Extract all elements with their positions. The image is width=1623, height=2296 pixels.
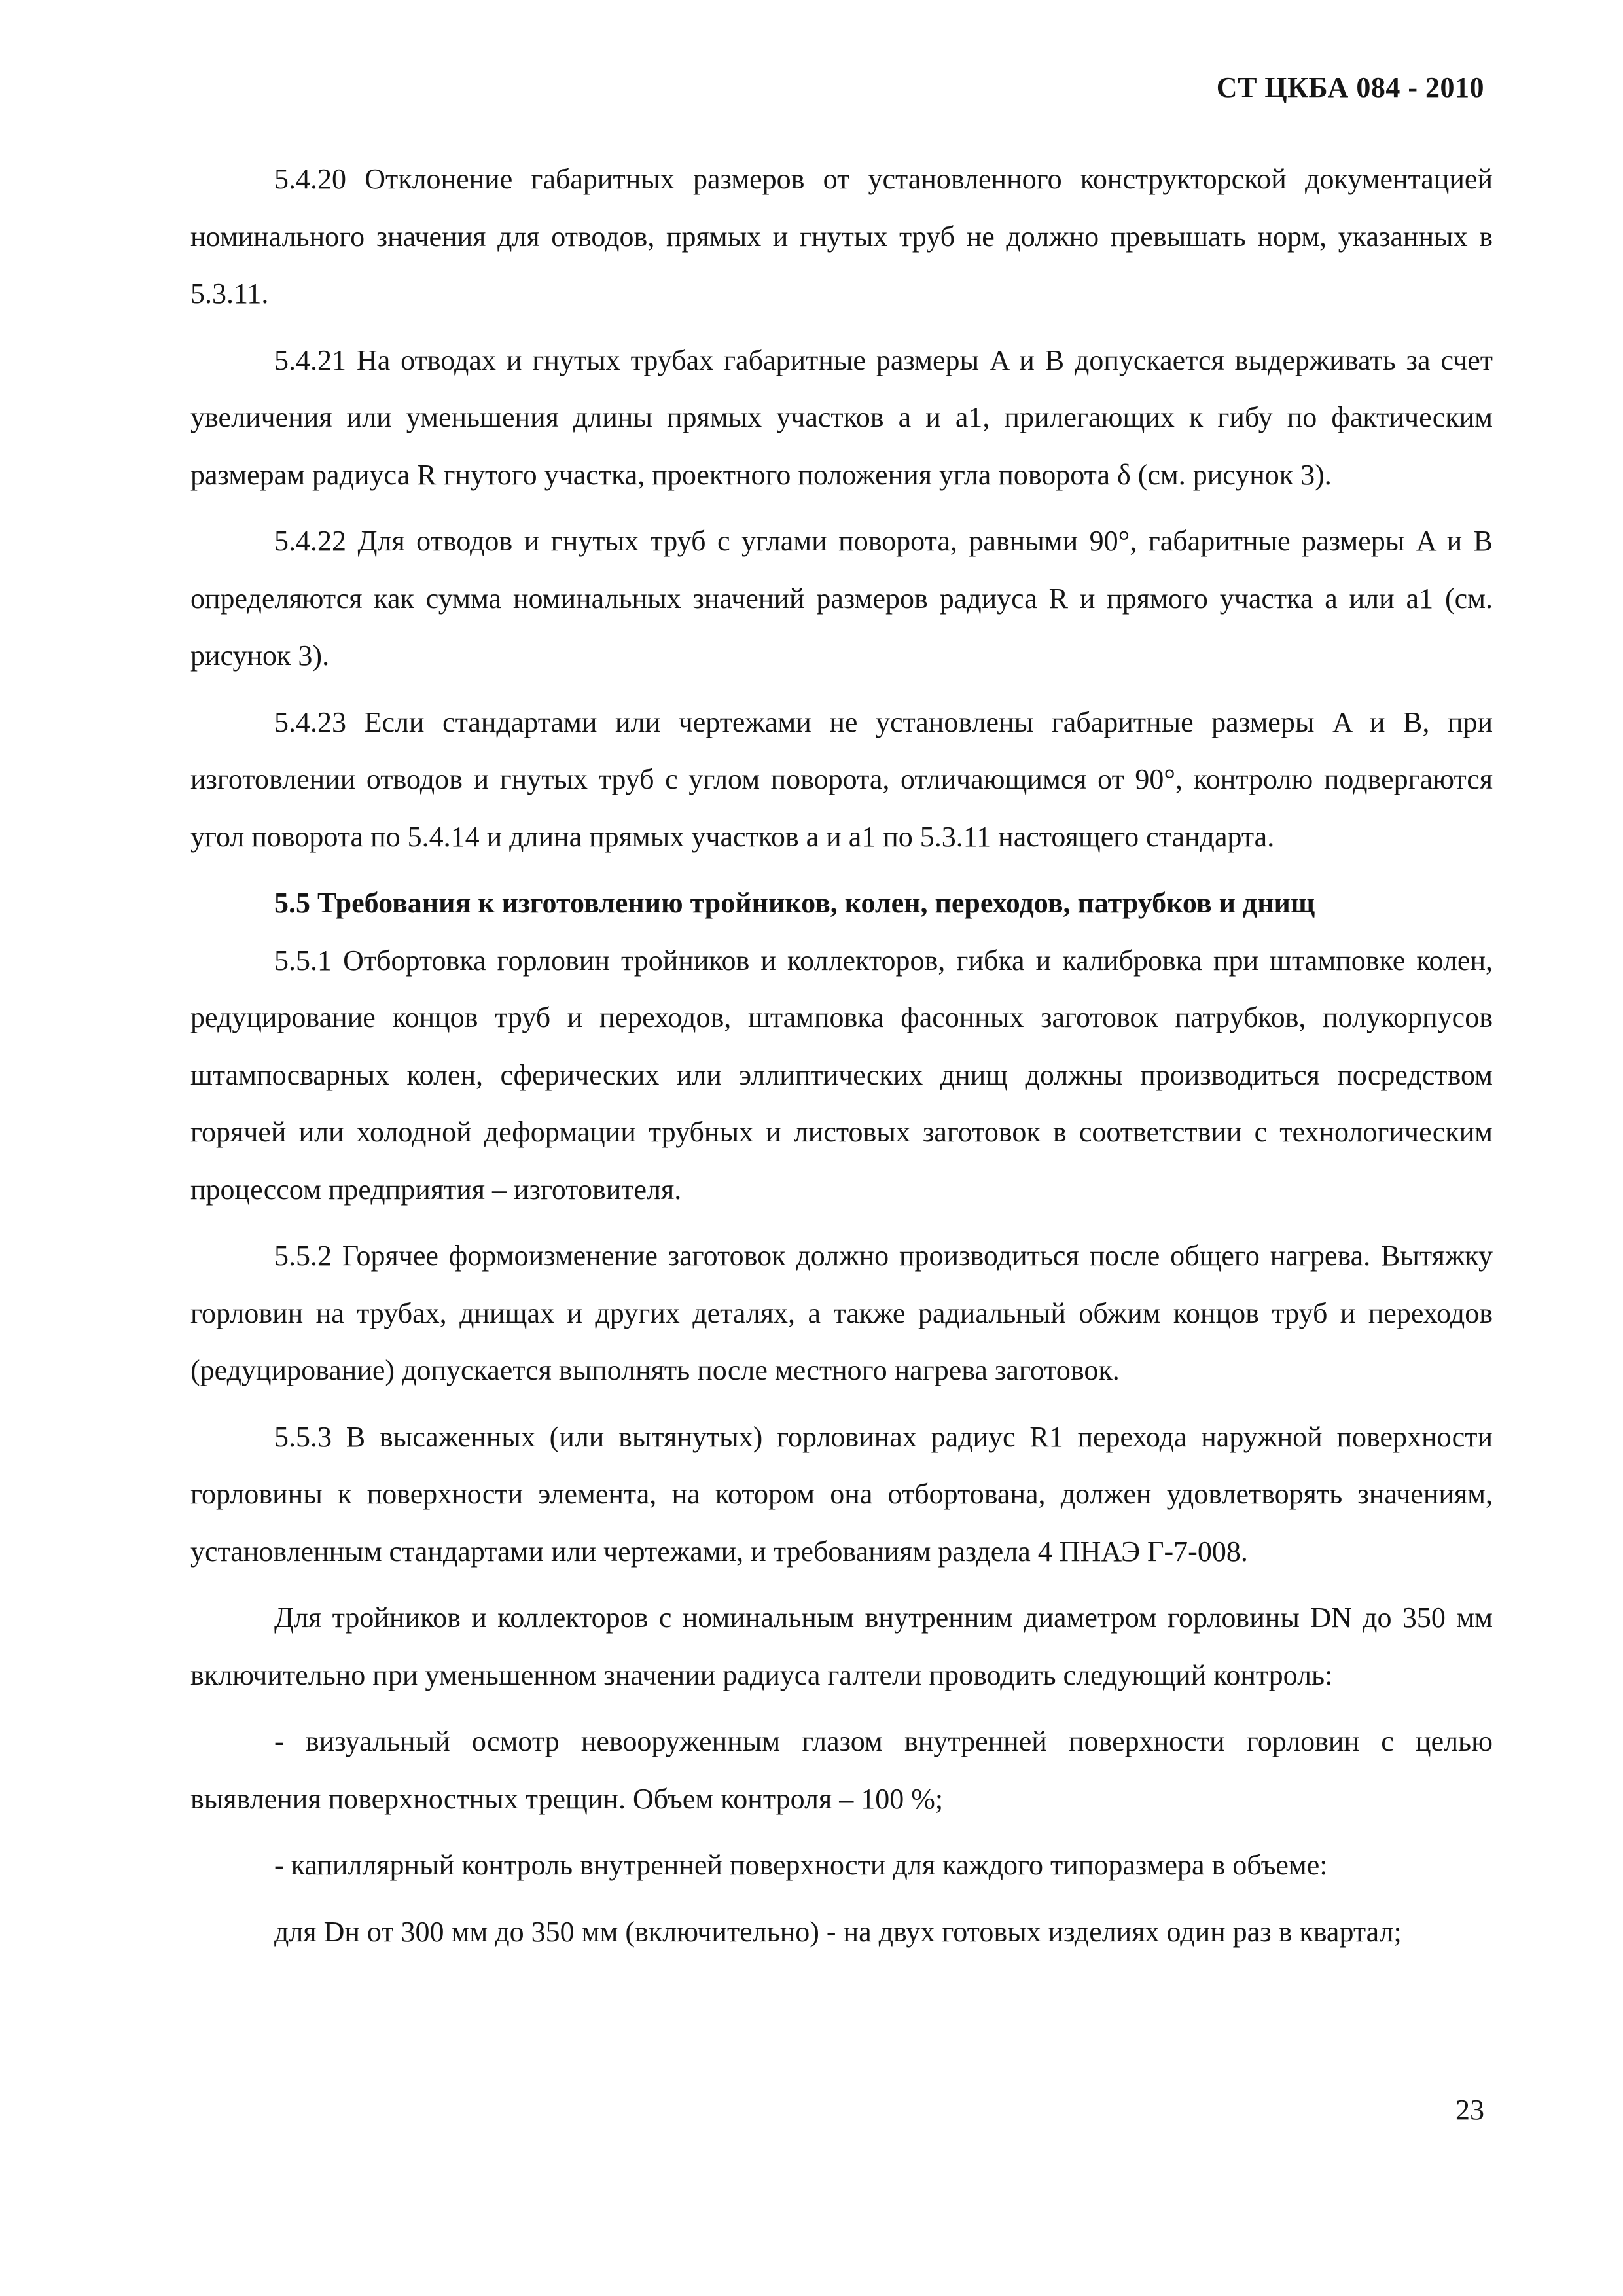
paragraph-5-4-20: 5.4.20 Отклонение габаритных размеров от установленного конструкторской документацией номинального значения для отводов, прямых и гнутых труб не должно превышать норм, указанных в 5.3.11. [190, 163, 1493, 310]
page-body [190, 151, 1493, 1960]
paragraph-5-5-2: 5.5.2 Горячее формоизменение заготовок должно производиться после общего нагрева. Вытяжку горловин на трубах, днищах и других деталях, а также радиальный обжим концов труб и переходов (редуцирование) допускается выполнять после местного нагрева заготовок. [190, 1240, 1493, 1386]
list-item-dn-range: для Dн от 300 мм до 350 мм (включительно) - на двух готовых изделиях один раз в квартал; [274, 1915, 1402, 1948]
section-heading-5-5: 5.5 Требования к изготовлению тройников, колен, переходов, патрубков и днищ [274, 887, 1315, 919]
list-item-visual: - визуальный осмотр невооруженным глазом внутренней поверхности горловин с целью выявления поверхностных трещин. Объем контроля – 100 %; [190, 1725, 1493, 1815]
paragraph-dn-control: Для тройников и коллекторов с номинальным внутренним диаметром горловины DN до 350 мм включительно при уменьшенном значении радиуса галтели проводить следующий контроль: [190, 1602, 1493, 1691]
paragraph-5-4-23: 5.4.23 Если стандартами или чертежами не установлены габаритные размеры A и B, при изготовлении отводов и гнутых труб с углом поворота, отличающимся от 90°, контролю подвергаются угол поворота по 5.4.14 и длина прямых участков a и a1 по 5.3.11 настоящего стандарта. [190, 706, 1493, 853]
paragraph-5-4-22: 5.4.22 Для отводов и гнутых труб с углами поворота, равными 90°, габаритные размеры A и B определяются как сумма номинальных значений размеров радиуса R и прямого участка a или a1 (см. рисунок 3). [190, 525, 1493, 672]
paragraph-5-4-21: 5.4.21 На отводах и гнутых трубах габаритные размеры A и B допускается выдерживать за счет увеличения или уменьшения длины прямых участков a и a1, прилегающих к гибу по фактическим размерам радиуса R гнутого участка, проектного положения угла поворота δ (см. рисунок 3). [190, 344, 1493, 491]
paragraph-5-5-1: 5.5.1 Отбортовка горловин тройников и коллекторов, гибка и калибровка при штамповке колен, редуцирование концов труб и переходов, штамповка фасонных заготовок патрубков, полукорпусов штампосварных колен, сферических или эллиптических днищ должны производиться посредством горячей или холодной деформации трубных и листовых заготовок в соответствии с технологическим процессом предприятия – изготовителя. [190, 944, 1493, 1206]
page-number: 23 [1455, 2094, 1484, 2126]
list-item-capillary: - капиллярный контроль внутренней поверхности для каждого типоразмера в объеме: [274, 1849, 1328, 1881]
document-id-header: СТ ЦКБА 084 - 2010 [1216, 71, 1484, 103]
paragraph-5-5-3: 5.5.3 В высаженных (или вытянутых) горловинах радиус R1 перехода наружной поверхности горловины к поверхности элемента, на котором она отбортована, должен удовлетворять значениям, установленным стандартами или чертежами, и требованиям раздела 4 ПНАЭ Г-7-008. [190, 1420, 1493, 1568]
